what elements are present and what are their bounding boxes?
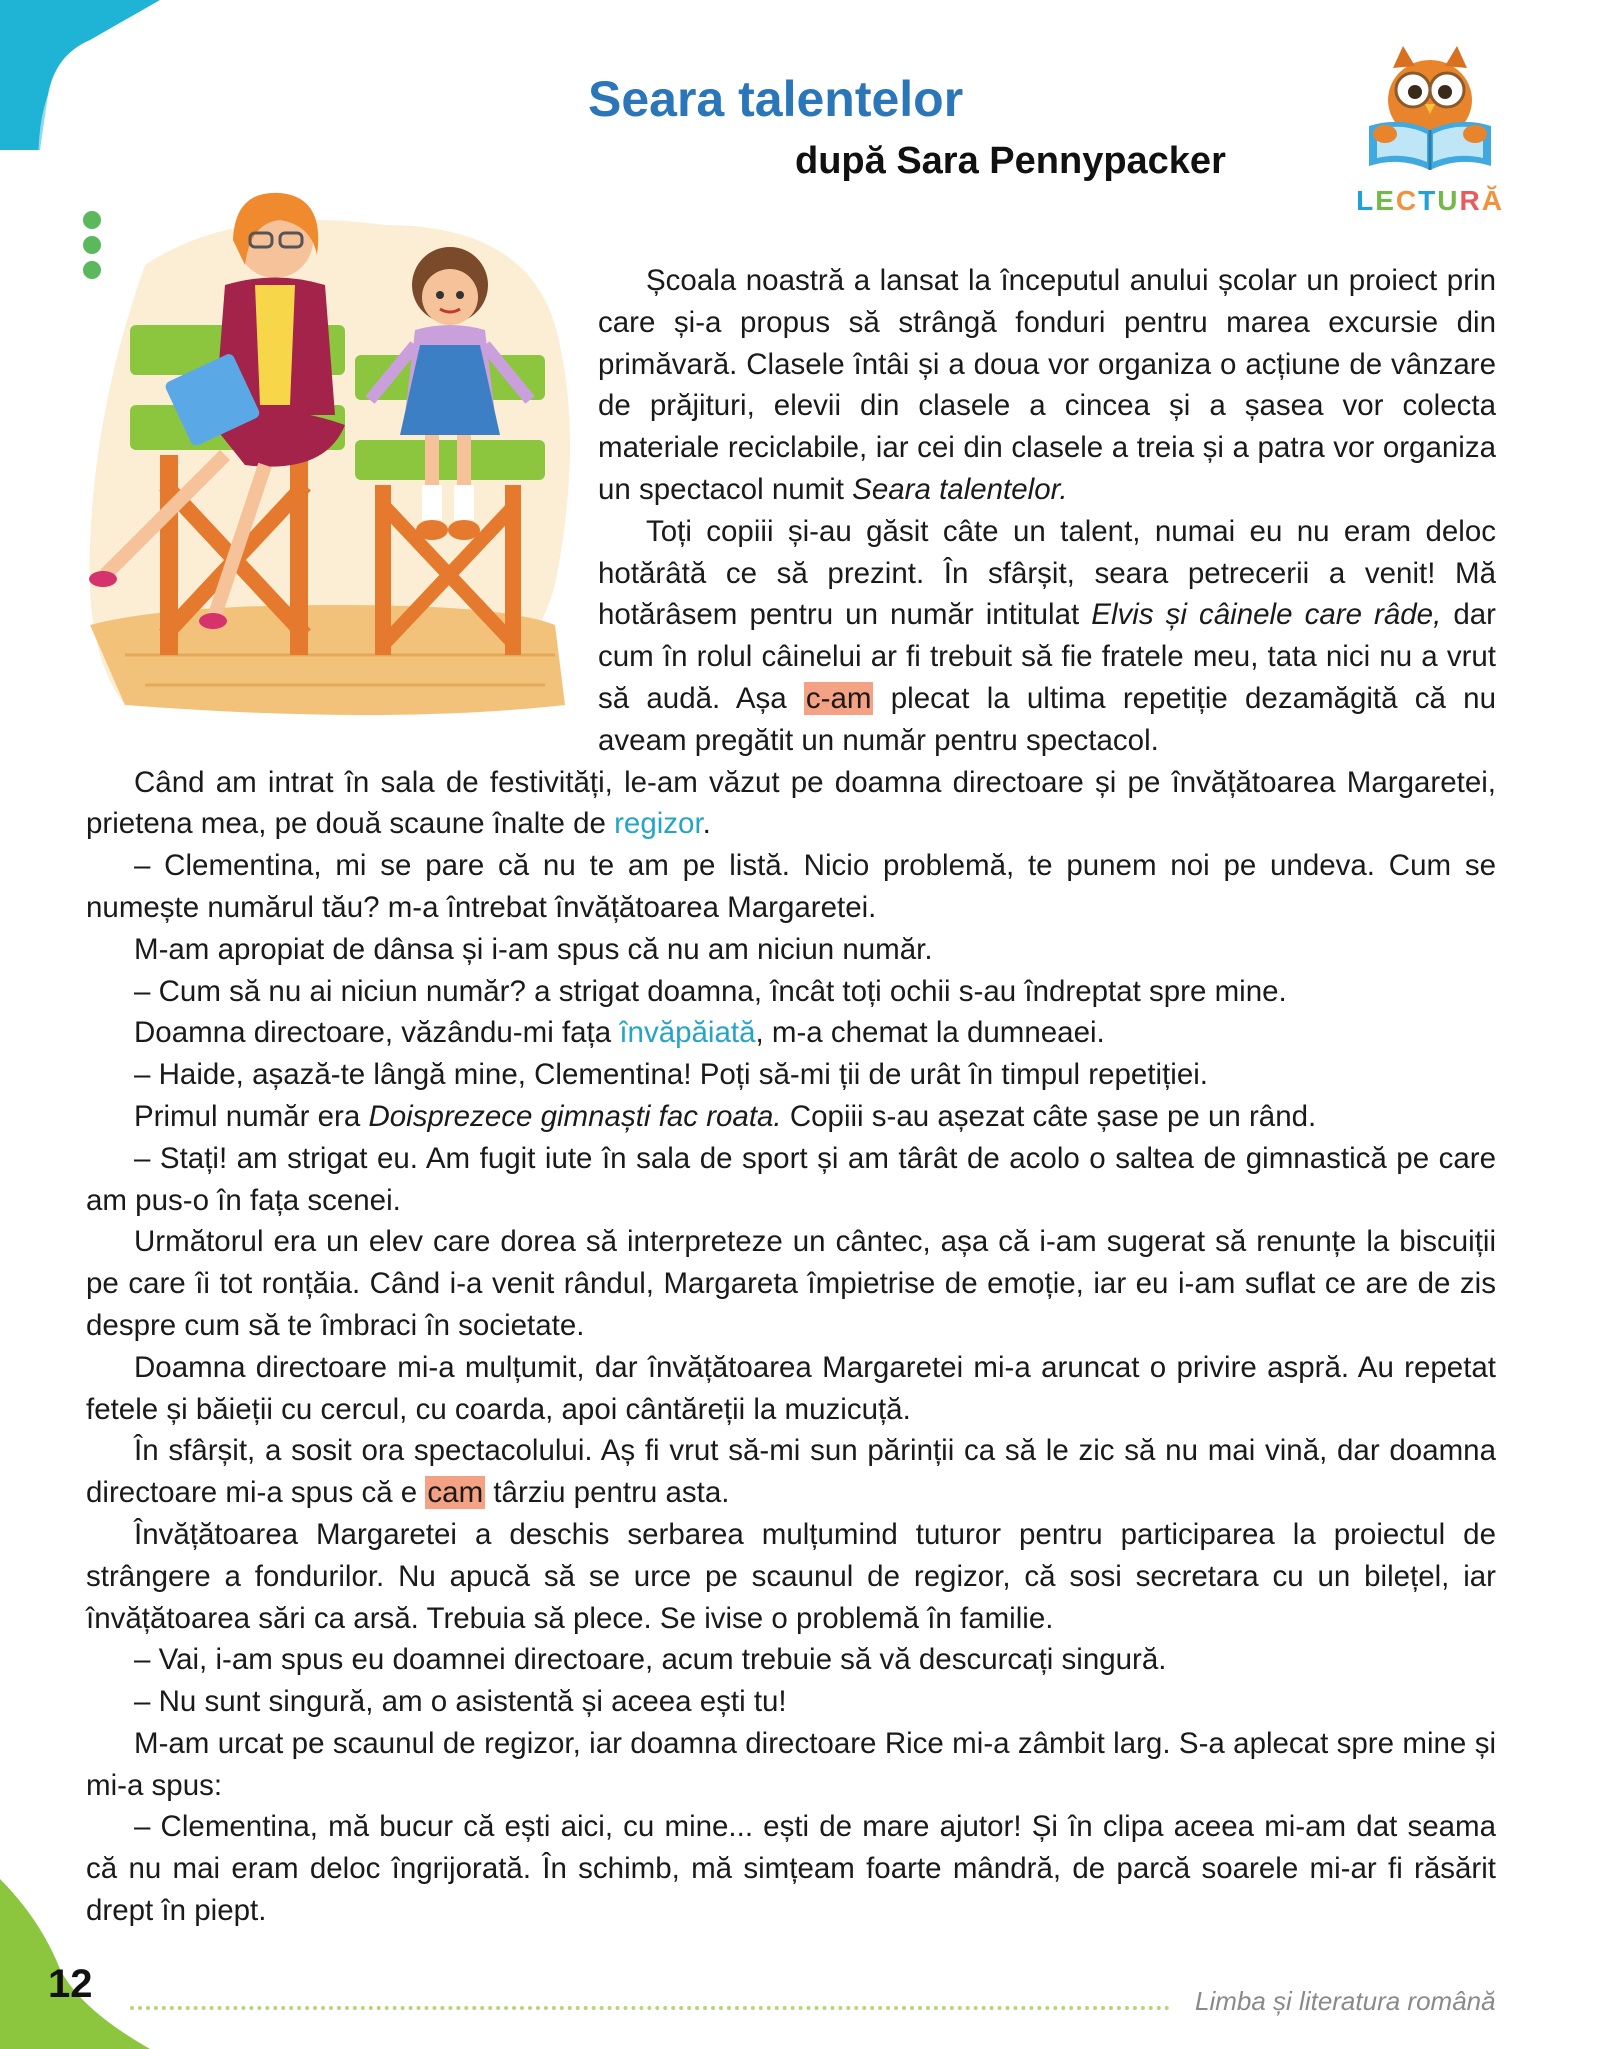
footer-divider: [130, 2006, 1170, 2010]
glossary-word: regizor: [614, 807, 703, 841]
story-paragraph: – Nu sunt singură, am o asistentă și aceea ești tu!: [134, 1685, 787, 1719]
corner-decoration-top: [0, 0, 160, 150]
story-paragraph: – Stați! am strigat eu. Am fugit iute în sala de sport și am târât de acolo o saltea de gimnastică pe care am pus-o în fața scenei.: [86, 1141, 1496, 1217]
story-paragraph: Școala noastră a lansat la începutul anului școlar un proiect prin care și-a propus să strângă fonduri pentru marea excursie din primăvară. Clasele întâi și a doua vor organiza o acțiune de vânzare de prăjituri, elevii din clasele a cincea și a șasea vor colecta materiale reciclabile, iar cei din clasele a treia și a patra vor organiza un spectacol numit Seara talentelor.: [598, 264, 1496, 506]
story-paragraph: Când am intrat în sala de festivități, le-am văzut pe doamna directoare și pe învățătoarea Margaretei, prietena mea, pe două scaune înalte de regizor.: [86, 765, 1496, 841]
story-paragraph: Primul număr era Doisprezece gimnaști fac roata. Copiii s-au așezat câte șase pe un rând.: [134, 1099, 1317, 1133]
story-paragraph: M-am urcat pe scaunul de regizor, iar doamna directoare Rice mi-a zâmbit larg. S-a aplecat spre mine și mi-a spus:: [86, 1726, 1496, 1802]
story-paragraph: Doamna directoare, văzându-mi fața învăpăiată, m-a chemat la dumneaei.: [134, 1016, 1105, 1050]
story-paragraph: Doamna directoare mi-a mulțumit, dar învățătoarea Margaretei mi-a aruncat o privire aspră. Au repetat fetele și băieții cu cercul, cu coarda, apoi cântăreții la muzicuță.: [86, 1350, 1496, 1426]
story-paragraph: – Cum să nu ai niciun număr? a strigat doamna, încât toți ochii s-au îndreptat spre mine.: [134, 974, 1287, 1008]
owl-reading-book-icon: [1355, 38, 1505, 183]
page-number: 12: [48, 1962, 93, 2006]
page-subtitle: după Sara Pennypacker: [795, 140, 1226, 182]
page-title: Seara talentelor: [588, 71, 964, 127]
story-text: [86, 260, 1496, 1932]
story-paragraph: M-am apropiat de dânsa și i-am spus că nu am niciun număr.: [134, 932, 933, 966]
lectura-badge: [1355, 38, 1505, 218]
story-paragraph: Toți copiii și-au găsit câte un talent, numai eu nu eram deloc hotărâtă ce să prezint. În sfârșit, seara petrecerii a venit! Mă hotărâsem pentru un număr intitulat Elvis și câinele care râde, dar cum în rolul câinelui ar fi trebuit să fie fratele meu, tata nici nu a vrut să audă. Așa c-am plecat la ultima repetiție dezamăgită că nu aveam pregătit un număr pentru spectacol.: [598, 514, 1497, 757]
illustration-spacer: [86, 260, 598, 760]
story-paragraph: Învățătoarea Margaretei a deschis serbarea mulțumind tuturor pentru participarea la proiectul de strângere a fondurilor. Nu apucă să se urce pe scaunul de regizor, că sosi secretara cu un bilețel, iar învățătoarea sări ca arsă. Trebuia să plece. Se ivise o problemă în familie.: [86, 1517, 1496, 1635]
book-title: Limba și literatura română: [1195, 1986, 1496, 2016]
story-paragraph: – Haide, așază-te lângă mine, Clementina! Poți să-mi ții de urât în timpul repetiției.: [134, 1058, 1208, 1092]
highlighted-word: cam: [427, 1476, 484, 1510]
highlighted-word: c-am: [805, 681, 872, 715]
lectura-label: LECTURĂ: [1356, 185, 1504, 216]
story-paragraph: – Clementina, mi se pare că nu te am pe listă. Nicio problemă, te punem noi pe undeva. Cum se numește numărul tău? m-a întrebat învățătoarea Margaretei.: [86, 849, 1496, 924]
story-paragraph: Următorul era un elev care dorea să interpreteze un cântec, așa că i-am sugerat să renunțe la biscuiții pe care îi tot ronțăia. Când i-a venit rândul, Margareta împietrise de emoție, iar eu i-am suflat ce are de zis despre cum să te îmbraci în societate.: [86, 1225, 1496, 1342]
story-paragraph: – Clementina, mă bucur că ești aici, cu mine... ești de mare ajutor! Și în clipa aceea mi-am dat seama că nu mai eram deloc îngrijorată. În schimb, mă simțeam foarte mândră, de parcă soarele mi-ar fi răsărit drept în piept.: [86, 1810, 1496, 1928]
story-paragraph: În sfârșit, a sosit ora spectacolului. Aș fi vrut să-mi sun părinții ca să le zic să nu mai vină, dar doamna directoare mi-a spus că e cam târziu pentru asta.: [86, 1434, 1496, 1510]
story-paragraph: – Vai, i-am spus eu doamnei directoare, acum trebuie să vă descurcați singură.: [134, 1643, 1167, 1677]
glossary-word: învăpăiată: [619, 1016, 756, 1050]
